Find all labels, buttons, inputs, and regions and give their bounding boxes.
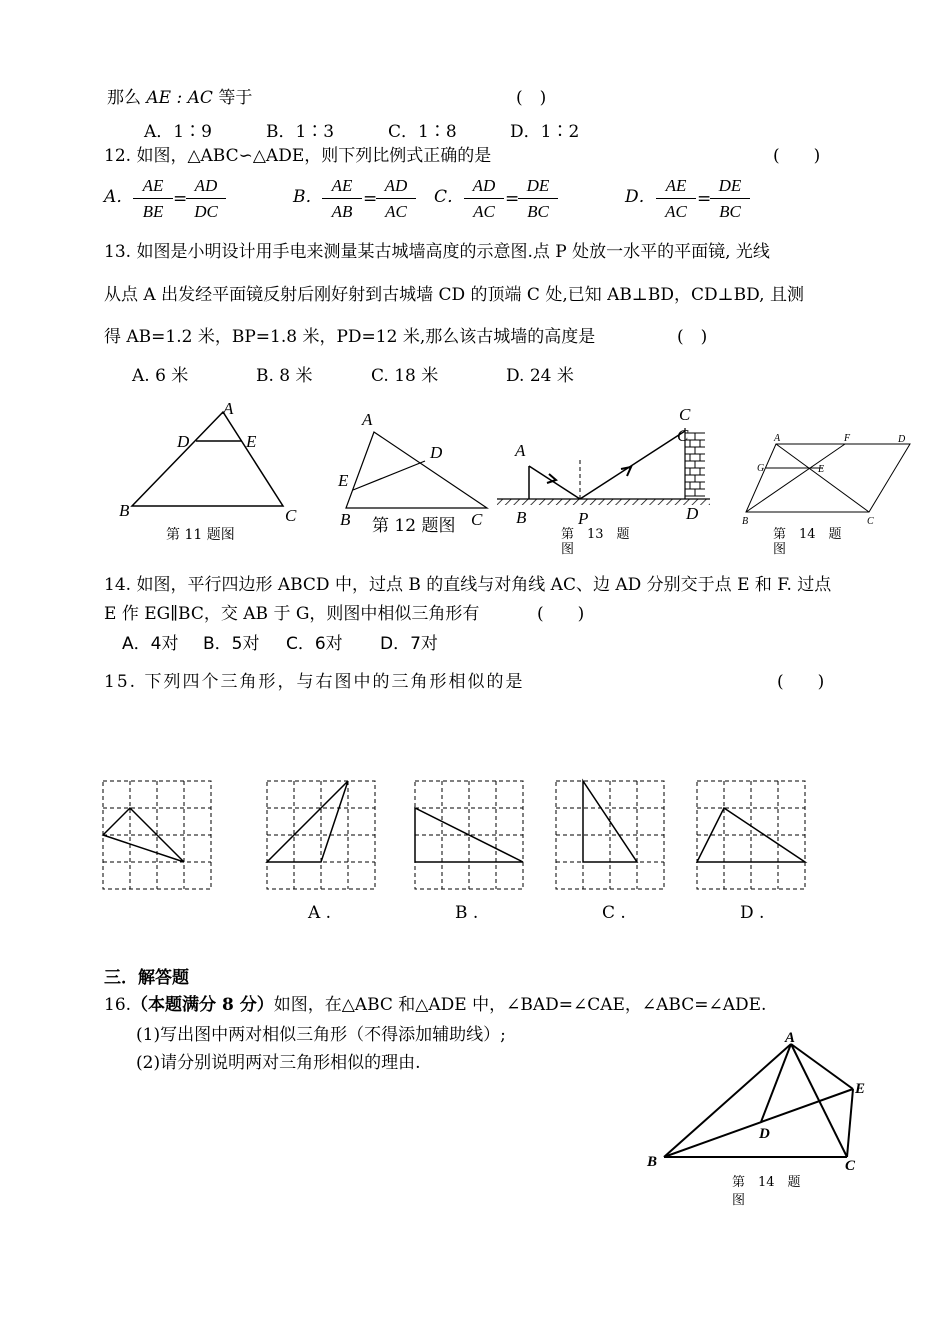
q14-line2: E 作 EG∥BC，交 AB 于 G，则图中相似三角形有: [104, 604, 480, 624]
q12-option-c-lhs: $\frac{AD}{AC}$: [464, 176, 504, 222]
q16-stem: 如图，在△ABC 和△ADE 中，∠BAD=∠CAE，∠ABC=∠ADE.: [273, 995, 767, 1015]
q12-option-d-lhs: $\frac{AE}{AC}$: [656, 176, 696, 222]
fig11-label-e: E: [246, 432, 257, 451]
q16-part2: (2)请分别说明两对三角形相似的理由.: [136, 1053, 421, 1073]
fig14-label-e: E: [818, 464, 825, 475]
fig11-label-b: B: [119, 501, 130, 520]
q14-option-d: D．7对: [380, 634, 438, 654]
fig13-label-c-top: C: [679, 405, 691, 424]
q16-part1: (1)写出图中两对相似三角形（不得添加辅助线）;: [136, 1025, 506, 1045]
q12-option-c-label: C．: [434, 187, 465, 207]
q12-option-a-lhs: $\frac{AE}{BE}$: [133, 176, 173, 222]
q15-option-b-label: B .: [455, 903, 479, 923]
q16-caption-line1: 第 14 题: [732, 1175, 801, 1190]
q11-option-a: A．1∶9: [144, 122, 212, 142]
q13-line1: 13. 如图是小明设计用手电来测量某古城墙高度的示意图.点 P 处放一水平的平面镜, 光线: [104, 242, 770, 262]
q11-option-b: B．1∶3: [266, 122, 335, 142]
q13-option-a: A. 6 米: [132, 366, 189, 386]
fig12-label-b: B: [340, 510, 351, 529]
q15-option-a-label: A .: [308, 903, 332, 923]
fig13-label-d: D: [686, 504, 699, 523]
fig12-label-d: D: [430, 443, 443, 462]
fig12-label-a: A: [362, 410, 373, 429]
fig12-label-e: E: [338, 471, 349, 490]
q15-bracket: ( ): [777, 672, 825, 692]
q16-label-a: A: [785, 1030, 796, 1046]
q14-bracket: ( ): [537, 604, 585, 624]
q14-line1: 14. 如图，平行四边形 ABCD 中，过点 B 的直线与对角线 AC、边 AD 分别交于点 E 和 F. 过点: [104, 575, 832, 595]
q12-option-d-rhs: $\frac{DE}{BC}$: [710, 176, 750, 222]
fig13-caption-line2: 图: [561, 542, 575, 557]
q14-option-a: A．4对: [122, 634, 179, 654]
fig14-label-b: B: [742, 516, 749, 527]
q11-option-d: D．1∶2: [510, 122, 580, 142]
q15-option-d-label: D .: [740, 903, 765, 923]
fig13-label-c: C: [677, 426, 689, 445]
q13-option-b: B. 8 米: [256, 366, 313, 386]
fig14-label-a: A: [774, 433, 781, 444]
fig11-label-a: A: [223, 399, 234, 418]
q15-stem: 15. 下列四个三角形，与右图中的三角形相似的是: [104, 672, 525, 692]
q16-label-e: E: [855, 1081, 866, 1097]
fig11-label-d: D: [177, 432, 190, 451]
q12-option-a-eq: =: [173, 189, 188, 209]
fig11-caption: 第 11 题图: [166, 527, 235, 543]
q14-option-b: B．5对: [203, 634, 260, 654]
fig14-caption-line2: 图: [773, 542, 787, 557]
q16-label-b: B: [647, 1154, 658, 1170]
q12-option-b-lhs: $\frac{AE}{AB}$: [322, 176, 362, 222]
q12-option-b-rhs: $\frac{AD}{AC}$: [376, 176, 416, 222]
q12-option-b-label: B．: [293, 187, 323, 207]
q16-label-c: C: [845, 1158, 856, 1174]
q12-option-c-eq: =: [505, 189, 520, 209]
q12-bracket: ( ): [773, 146, 821, 166]
q13-option-c: C. 18 米: [371, 366, 439, 386]
fig14-caption-line1: 第 14 题: [773, 527, 842, 542]
fig13-label-p: P: [578, 509, 589, 528]
fig14-label-d: D: [898, 434, 906, 445]
fig14-label-g: G: [757, 463, 765, 474]
q16-caption-line2: 图: [732, 1193, 746, 1208]
q13-line2: 从点 A 出发经平面镜反射后刚好射到古城墙 CD 的顶端 C 处,已知 AB⊥BD，CD⊥BD, 且测: [104, 285, 804, 305]
q13-line3: 得 AB=1.2 米，BP=1.8 米，PD=12 米,那么该古城墙的高度是: [104, 327, 596, 347]
q12-stem: 12. 如图，△ABC∽△ADE，则下列比例式正确的是: [104, 146, 492, 166]
q16-number: 16.: [104, 995, 132, 1015]
fig12-label-c: C: [471, 510, 483, 529]
q14-option-c: C．6对: [286, 634, 343, 654]
q13-option-d: D. 24 米: [506, 366, 574, 386]
fig13-caption-line1: 第 13 题: [561, 527, 630, 542]
fig13-label-a: A: [515, 441, 526, 460]
q13-bracket: ( ): [677, 327, 708, 347]
fig11-label-c: C: [285, 506, 297, 525]
q11-bracket: ( ): [516, 88, 547, 108]
q12-option-a-label: A．: [104, 187, 134, 207]
q15-option-c-label: C .: [602, 903, 626, 923]
fig13-label-b: B: [516, 508, 527, 527]
q12-option-d-eq: =: [697, 189, 712, 209]
fig12-caption: 第 12 题图: [372, 516, 456, 536]
q12-option-c-rhs: $\frac{DE}{BC}$: [518, 176, 558, 222]
q16-score: （本题满分 8 分）: [131, 995, 274, 1015]
q11-option-c: C．1∶8: [388, 122, 457, 142]
q12-option-d-label: D．: [625, 187, 656, 207]
section3-title: 三．解答题: [104, 968, 189, 988]
q16-label-d: D: [759, 1126, 770, 1142]
q11-stem: 那么 AE : AC 等于: [107, 88, 253, 108]
fig14-label-f: F: [844, 433, 851, 444]
fig14-label-c: C: [867, 516, 874, 527]
q12-option-b-eq: =: [363, 189, 378, 209]
q12-option-a-rhs: $\frac{AD}{DC}$: [186, 176, 226, 222]
